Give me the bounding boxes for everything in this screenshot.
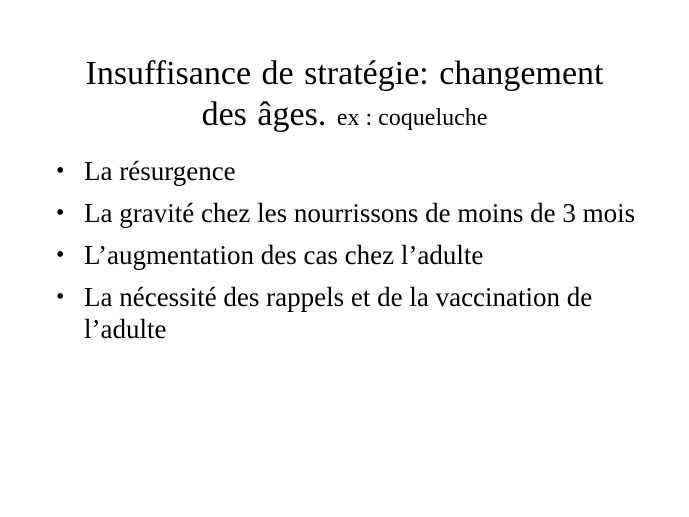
slide-title-main: Insuffisance de stratégie: changement des âges.	[85, 55, 604, 133]
bullet-icon: •	[56, 158, 65, 184]
bullet-text: L’augmentation des cas chez l’adulte	[84, 240, 484, 270]
bullet-text: La nécessité des rappels et de la vaccination de l’adulte	[84, 282, 593, 344]
bullet-icon: •	[56, 200, 65, 226]
bullet-icon: •	[56, 242, 65, 268]
slide-title-example: ex : coqueluche	[336, 105, 488, 131]
bullet-item	[56, 197, 656, 229]
bullet-list	[56, 155, 656, 355]
bullet-icon: •	[56, 284, 65, 310]
bullet-item	[56, 155, 656, 187]
bullet-item	[56, 239, 656, 271]
slide-title	[60, 53, 629, 139]
bullet-text: La gravité chez les nourrissons de moins de 3 mois	[84, 198, 636, 228]
bullet-item	[56, 281, 656, 345]
bullet-text: La résurgence	[84, 156, 236, 186]
